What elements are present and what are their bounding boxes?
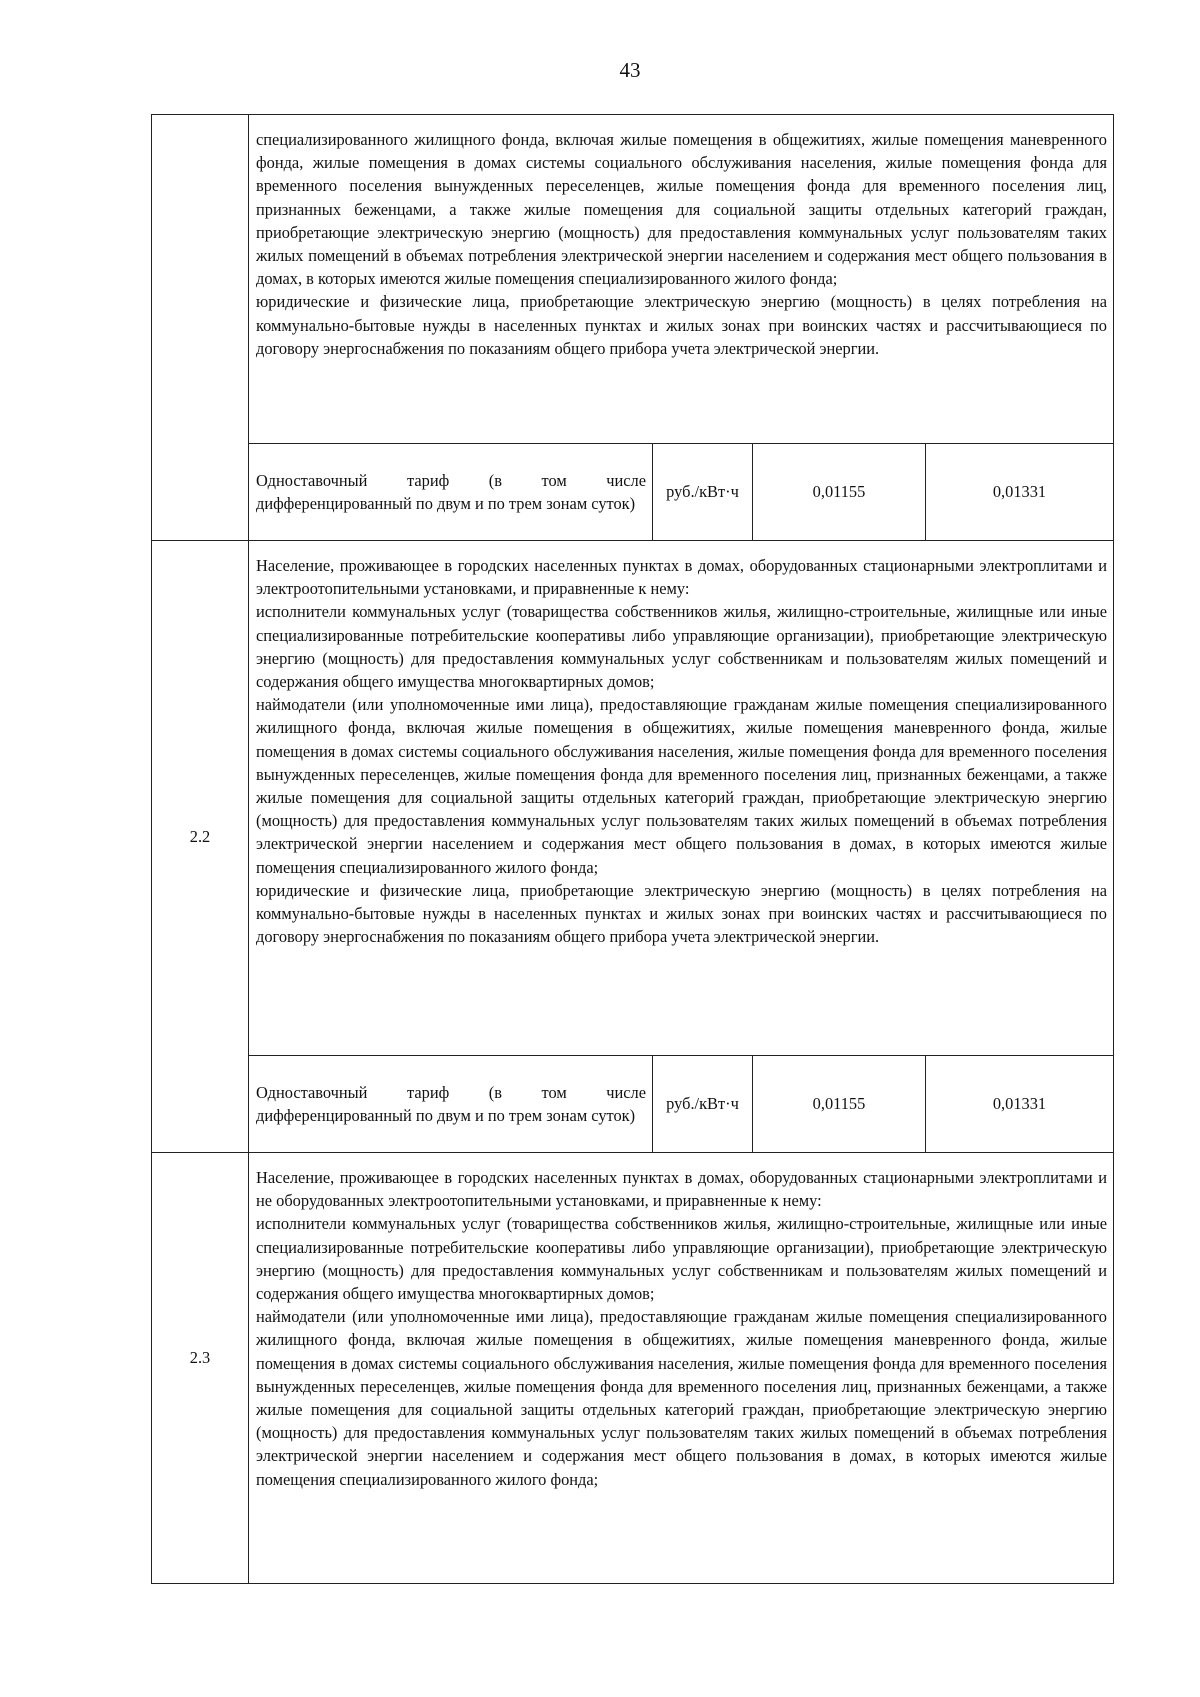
description-paragraph: юридические и физические лица, приобретающие электрическую энергию (мощность) в целях потребления на коммунально-бытовые нужды в населенных пунктах и жилых зонах при воинских частях и рассчитывающиеся по договору энергоснабжения по показаниям общего прибора учета электрической энергии. bbox=[256, 880, 1107, 947]
row-description bbox=[249, 115, 1114, 444]
tariff-unit: руб./кВт·ч bbox=[653, 1056, 753, 1153]
page-number: 43 bbox=[619, 58, 641, 82]
row-number: 2.2 bbox=[152, 541, 249, 1153]
row-number: 2.3 bbox=[152, 1153, 249, 1584]
table-row bbox=[152, 541, 1114, 1056]
row-description bbox=[249, 541, 1114, 1056]
description-paragraph: наймодатели (или уполномоченные ими лица), предоставляющие гражданам жилые помещения специализированного жилищного фонда, включая жилые помещения в общежитиях, жилые помещения маневренного фонда, жилые помещения в домах системы социального обслуживания населения, жилые помещения фонда для временного поселения вынужденных переселенцев, жилые помещения фонда для временного поселения лиц, признанных беженцами, а также жилые помещения для социальной защиты отдельных категорий граждан, приобретающие электрическую энергию (мощность) для предоставления коммунальных услуг пользователям таких жилых помещений в объемах потребления электрической энергии населением и содержания мест общего пользования в домах, в которых имеются жилые помещения специализированного жилого фонда; bbox=[256, 1307, 1107, 1489]
tariff-table bbox=[151, 114, 1114, 1584]
description-paragraph: специализированного жилищного фонда, включая жилые помещения в общежитиях, жилые помещения маневренного фонда, жилые помещения в домах системы социального обслуживания населения, жилые помещения фонда для временного поселения вынужденных переселенцев, жилые помещения фонда для временного поселения лиц, признанных беженцами, а также жилые помещения для социальной защиты отдельных категорий граждан, приобретающие электрическую энергию (мощность) для предоставления коммунальных услуг пользователям таких жилых помещений в объемах потребления электрической энергии населением и содержания мест общего пользования в домах, в которых имеются жилые помещения специализированного жилого фонда; bbox=[256, 130, 1107, 289]
tariff-value-2: 0,01331 bbox=[926, 1056, 1114, 1153]
tariff-name: Одноставочный тариф (в том числе дифференцированный по двум и по трем зонам суток) bbox=[249, 1056, 653, 1153]
table-row bbox=[152, 115, 1114, 444]
description-paragraph: исполнители коммунальных услуг (товарищества собственников жилья, жилищно-строительные, жилищные или иные специализированные потребительские кооперативы либо управляющие организации), приобретающие электрическую энергию (мощность) для предоставления коммунальных услуг собственникам и пользователям жилых помещений и содержания общего имущества многоквартирных домов; bbox=[256, 1214, 1107, 1304]
tariff-row bbox=[152, 444, 1114, 541]
description-paragraph: юридические и физические лица, приобретающие электрическую энергию (мощность) в целях потребления на коммунально-бытовые нужды в населенных пунктах и жилых зонах при воинских частях и рассчитывающиеся по договору энергоснабжения по показаниям общего прибора учета электрической энергии. bbox=[256, 292, 1107, 358]
description-paragraph: исполнители коммунальных услуг (товарищества собственников жилья, жилищно-строительные, жилищные или иные специализированные потребительские кооперативы либо управляющие организации), приобретающие электрическую энергию (мощность) для предоставления коммунальных услуг собственникам и пользователям жилых помещений и содержания общего имущества многоквартирных домов; bbox=[256, 602, 1107, 692]
tariff-value-1: 0,01155 bbox=[753, 444, 926, 541]
row-number bbox=[152, 115, 249, 541]
description-paragraph: Население, проживающее в городских населенных пунктах в домах, оборудованных стационарными электроплитами и электроотопительными установками, и приравненные к нему: bbox=[256, 556, 1107, 599]
tariff-value-2: 0,01331 bbox=[926, 444, 1114, 541]
description-paragraph: наймодатели (или уполномоченные ими лица), предоставляющие гражданам жилые помещения специализированного жилищного фонда, включая жилые помещения в общежитиях, жилые помещения маневренного фонда, жилые помещения в домах системы социального обслуживания населения, жилые помещения фонда для временного поселения вынужденных переселенцев, жилые помещения фонда для временного поселения лиц, признанных беженцами, а также жилые помещения для социальной защиты отдельных категорий граждан, приобретающие электрическую энергию (мощность) для предоставления коммунальных услуг пользователям таких жилых помещений в объемах потребления электрической энергии населением и содержания мест общего пользования в домах, в которых имеются жилые помещения специализированного жилого фонда; bbox=[256, 695, 1107, 877]
tariff-name: Одноставочный тариф (в том числе дифференцированный по двум и по трем зонам суток) bbox=[249, 444, 653, 541]
tariff-value-1: 0,01155 bbox=[753, 1056, 926, 1153]
table-row bbox=[152, 1153, 1114, 1584]
row-description bbox=[249, 1153, 1114, 1584]
tariff-row bbox=[152, 1056, 1114, 1153]
tariff-unit: руб./кВт·ч bbox=[653, 444, 753, 541]
description-paragraph: Население, проживающее в городских населенных пунктах в домах, оборудованных стационарными электроплитами и не оборудованных электроотопительными установками, и приравненные к нему: bbox=[256, 1168, 1107, 1211]
